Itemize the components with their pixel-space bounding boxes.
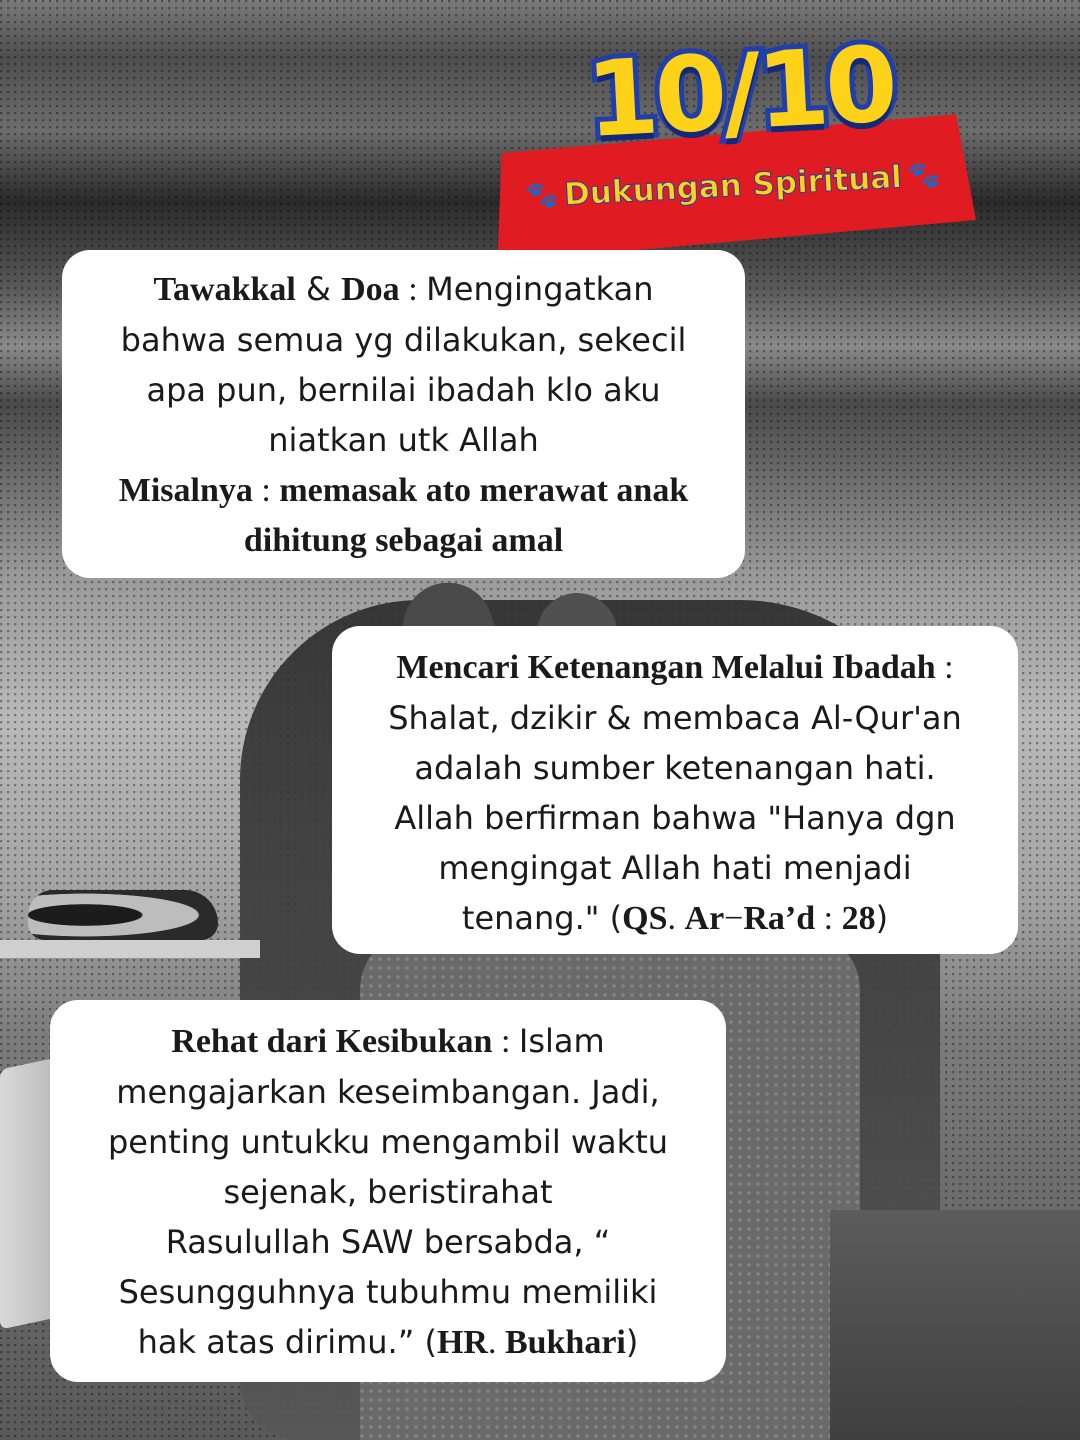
paw-icon: 🐾: [906, 160, 941, 192]
background-shelf: [0, 940, 260, 958]
card-title: Mencari Ketenangan Melalui Ibadah: [396, 649, 936, 686]
card-title: Tawakkal: [153, 271, 296, 308]
tawakkal-card: [62, 250, 745, 578]
card-title: Doa: [341, 271, 400, 308]
reference: 28: [841, 900, 876, 937]
colon: :: [492, 1023, 519, 1060]
background-stool: [830, 1210, 1080, 1440]
colon: :: [252, 472, 280, 509]
reference: Ar: [684, 900, 725, 937]
card-text: tenang." (: [461, 899, 623, 937]
card-example: [80, 465, 727, 516]
badge-score: 10/10: [583, 23, 897, 161]
card-line: [64, 1317, 712, 1368]
reference: HR: [436, 1324, 488, 1361]
card-text: sejenak, beristirahat: [223, 1173, 553, 1211]
card-text: Mengingatkan: [426, 270, 654, 308]
ampersand: &: [306, 270, 331, 308]
reference: ): [875, 899, 889, 937]
card-line: [346, 893, 1004, 944]
card-text: Allah berfirman bahwa "Hanya dgn: [394, 799, 956, 837]
example-text: dihitung sebagai amal: [243, 522, 564, 559]
card-line: [80, 264, 727, 315]
card-text: mengingat Allah hati menjadi: [438, 849, 912, 887]
card-text: niatkan utk Allah: [268, 421, 539, 459]
reference: Ra’d: [743, 900, 816, 937]
reference: Bukhari: [504, 1324, 626, 1361]
card-text: Rasulullah SAW bersabda, “: [165, 1223, 611, 1261]
card-line: [346, 642, 1004, 693]
paw-icon: 🐾: [525, 180, 560, 212]
reference: QS: [622, 900, 668, 937]
reference: .: [667, 900, 685, 937]
card-text: Sesungguhnya tubuhmu memiliki: [118, 1273, 658, 1311]
background-cat: [28, 890, 218, 940]
badge-subtitle: Dukungan Spiritual: [563, 159, 903, 213]
card-text: Shalat, dzikir & membaca Al-Qur'an: [388, 699, 962, 737]
card-text: hak atas dirimu.” (: [137, 1323, 437, 1361]
card-text: adalah sumber ketenangan hati.: [414, 749, 936, 787]
card-text: penting untukku mengambil waktu: [107, 1123, 669, 1161]
rehat-card: [50, 1000, 726, 1382]
example-label: Misalnya: [118, 472, 253, 509]
example-text: memasak ato merawat anak: [279, 472, 689, 509]
colon: :: [935, 649, 954, 686]
colon: :: [399, 271, 427, 308]
card-text: mengajarkan keseimbangan. Jadi,: [116, 1073, 660, 1111]
reference: .: [487, 1324, 505, 1361]
reference: −: [724, 900, 744, 937]
card-text: apa pun, bernilai ibadah klo aku: [146, 371, 661, 409]
card-text: Islam: [518, 1022, 605, 1060]
card-text: bahwa semua yg dilakukan, sekecil: [120, 321, 687, 359]
reference: :: [815, 900, 842, 937]
card-line: [64, 1016, 712, 1067]
reference: ): [625, 1323, 639, 1361]
card-title: Rehat dari Kesibukan: [171, 1023, 493, 1060]
ibadah-card: [332, 626, 1018, 954]
